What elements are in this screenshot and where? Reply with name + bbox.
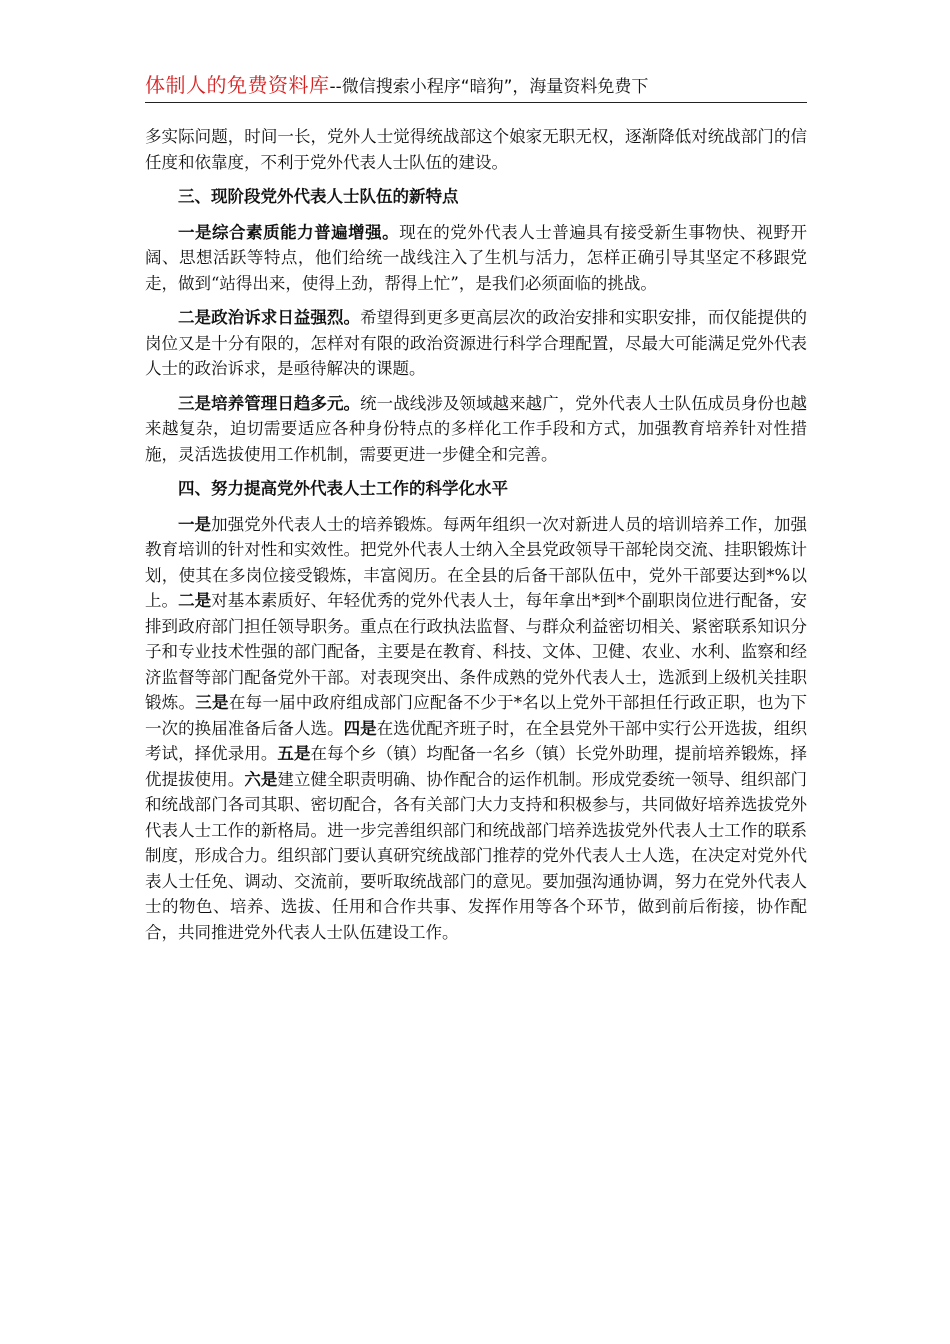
measure-lead-5: 五是	[277, 744, 311, 763]
paragraph-point-3	[145, 391, 807, 468]
measure-lead-6: 六是	[244, 769, 278, 789]
paragraph-lead: 二是政治诉求日益强烈。	[178, 308, 361, 327]
paragraph-text: 统一战线涉及领域越来越广，党外代表人士队伍成员身份也越来越复杂，迫切需要适应各种身份特点的多样化工作手段和方式，加强教育培养针对性措施，灵活选拔使用工作机制，需要更进一步健全和完善。	[145, 393, 808, 464]
measure-text-3: 在每一届中政府组成部门应配备不少于*名以上党外干部担任行政正职，也为下一次的换届准备后备人选。	[145, 693, 808, 738]
paragraph-text: 希望得到更多更高层次的政治安排和实职安排，而仅能提供的岗位又是十分有限的，怎样对有限的政治资源进行科学合理配置，尽最大可能满足党外代表人士的政治诉求，是亟待解决的课题。	[145, 308, 808, 378]
paragraph-measures	[145, 512, 807, 946]
measure-lead-4: 四是	[343, 718, 377, 738]
page-header	[145, 70, 807, 103]
measure-text-2: 对基本素质好、年轻优秀的党外代表人士，每年拿出*到*个副职岗位进行配备，安排到政府部门担任领导职务。重点在行政执法监督、与群众利益密切相关、紧密联系知识分子和专业技术性强的部门配备，主要是在教育、科技、文体、卫健、农业、水利、监察和经济监督等部门配备党外干部。对表现突出、条件成熟的党外代表人士，选派到上级机关挂职锻炼。	[145, 591, 808, 712]
paragraph-text: 现在的党外代表人士普遍具有接受新生事物快、视野开阔、思想活跃等特点，他们给统一战线注入了生机与活力，怎样正确引导其坚定不移跟党走，做到“站得出来，使得上劲，帮得上忙”，是我们必须面临的挑战。	[145, 222, 808, 293]
paragraph-continuation	[145, 124, 807, 175]
measure-text-1: 加强党外代表人士的培养锻炼。每两年组织一次对新进人员的培训培养工作，加强教育培训的针对性和实效性。把党外代表人士纳入全县党政领导干部轮岗交流、挂职锻炼计划，使其在多岗位接受锻炼，丰富阅历。在全县的后备干部队伍中，党外干部要达到*%以上。	[145, 514, 808, 610]
measure-text-4: 在选优配齐班子时，在全县党外干部中实行公开选拔，组织考试，择优录用。	[145, 718, 808, 763]
header-brand: 体制人的免费资料库	[145, 73, 330, 97]
paragraph-point-1	[145, 220, 807, 297]
measure-text-6: 建立健全职责明确、协作配合的运作机制。形成党委统一领导、组织部门和统战部门各司其职、密切配合，各有关部门大力支持和积极参与，共同做好培养选拔党外代表人士工作的新格局。进一步完善组织部门和统战部门培养选拔党外代表人士工作的联系制度，形成合力。组织部门要认真研究统战部门推荐的党外代表人士人选，在决定对党外代表人士任免、调动、交流前，要听取统战部门的意见。要加强沟通协调，努力在党外代表人士的物色、培养、选拔、任用和合作共事、发挥作用等各个环节，做到前后衔接，协作配合，共同推进党外代表人士队伍建设工作。	[145, 769, 808, 942]
heading-text: 四、努力提高党外代表人士工作的科学化水平	[178, 479, 508, 498]
measure-lead-1: 一是	[178, 514, 212, 534]
measure-lead-2: 二是	[178, 591, 212, 610]
paragraph-lead: 三是培养管理日趋多元。	[178, 393, 361, 413]
measure-lead-3: 三是	[195, 693, 229, 712]
paragraph-lead: 一是综合素质能力普遍增强。	[178, 222, 400, 242]
section-heading-3	[145, 184, 807, 210]
header-tagline: --微信搜索小程序“暗狗”，海量资料免费下	[329, 77, 649, 97]
paragraph-point-2	[145, 305, 807, 382]
section-heading-4	[145, 476, 807, 502]
measure-text-5: 在每个乡（镇）均配备一名乡（镇）长党外助理，提前培养锻炼，择优提拔使用。	[145, 744, 808, 789]
heading-text: 三、现阶段党外代表人士队伍的新特点	[178, 187, 459, 206]
paragraph-text: 多实际问题，时间一长，党外人士觉得统战部这个娘家无职无权，逐渐降低对统战部门的信任度和依靠度，不利于党外代表人士队伍的建设。	[145, 127, 807, 172]
document-body	[145, 124, 807, 954]
